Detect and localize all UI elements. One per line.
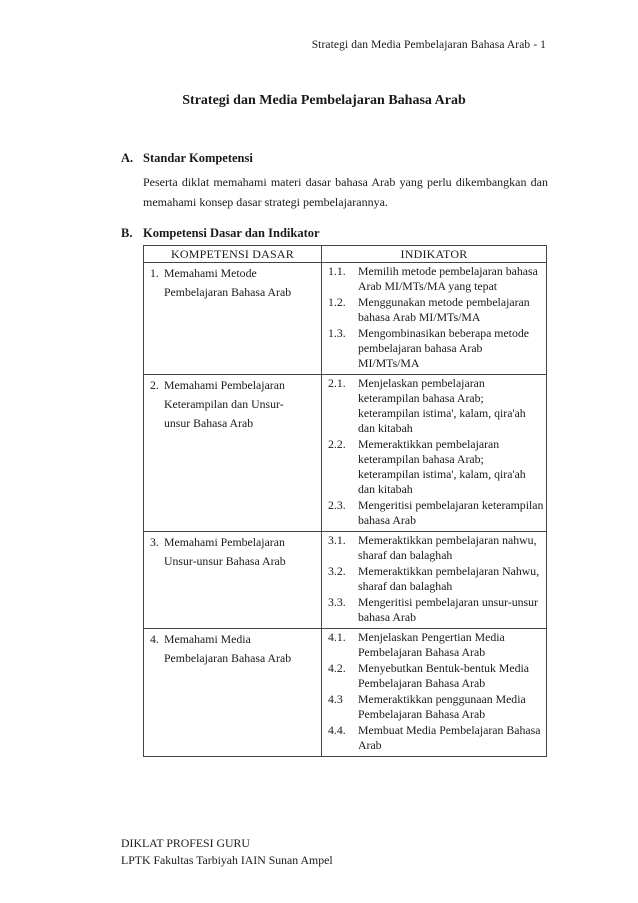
section-a-letter: A. [121,151,134,165]
indicator-item [328,498,544,528]
indicator-item [328,437,544,497]
indicator-text: Mengeritisi pembelajaran keterampilan bahasa Arab [358,498,544,527]
indicator-item [328,533,544,563]
indicator-cell [322,629,547,757]
competency-text [144,532,321,571]
competency-number: 3. [150,535,159,549]
section-b-heading [121,226,320,241]
running-header: Strategi dan Media Pembelajaran Bahasa Arab - 1 [311,39,546,51]
section-b-letter: B. [121,226,133,240]
competency-line [150,649,321,668]
competency-text [144,263,321,302]
indicator-text: Memeraktikkan penggunaan Media Pembelajaran Bahasa Arab [358,692,526,721]
competency-cell [144,263,322,375]
competency-line [150,283,321,302]
competency-number: 2. [150,378,159,392]
indicator-number: 4.2. [328,661,346,675]
indicator-number: 2.3. [328,498,346,512]
section-a-heading [121,151,253,166]
indicator-item [328,564,544,594]
competency-line-text: Pembelajaran Bahasa Arab [164,285,292,299]
competency-table [143,245,547,757]
column-header-indikator: INDIKATOR [322,246,547,263]
indicator-number: 4.1. [328,630,346,644]
competency-line [150,533,321,552]
indicator-number: 3.3. [328,595,346,609]
competency-number: 4. [150,632,159,646]
indicator-item [328,264,544,294]
indicator-text: Memilih metode pembelajaran bahasa Arab MI/MTs/MA yang tepat [358,264,538,293]
indicator-cell [322,532,547,629]
indicator-number: 2.1. [328,376,346,390]
competency-line-text: Pembelajaran Bahasa Arab [164,651,292,665]
competency-line-text: Keterampilan dan Unsur- [164,397,284,411]
competency-cell [144,532,322,629]
indicator-item [328,630,544,660]
indicator-cell [322,263,547,375]
indicator-number: 1.1. [328,264,346,278]
competency-line [150,414,321,433]
indicator-number: 4.4. [328,723,346,737]
indicator-text: Memeraktikkan pembelajaran Nahwu, sharaf dan balaghah [358,564,540,593]
indicator-list [322,263,546,374]
competency-number: 1. [150,266,159,280]
indicator-item [328,295,544,325]
competency-line [150,264,321,283]
section-b-title: Kompetensi Dasar dan Indikator [143,226,320,240]
indicator-text: Menggunakan metode pembelajaran bahasa Arab MI/MTs/MA [358,295,530,324]
competency-cell [144,629,322,757]
section-a-title: Standar Kompetensi [143,151,253,165]
competency-line-text: Unsur-unsur Bahasa Arab [164,554,286,568]
competency-line [150,552,321,571]
indicator-list [322,375,546,531]
indicator-text: Memeraktikkan pembelajaran nahwu, sharaf dan balaghah [358,533,537,562]
indicator-item [328,661,544,691]
competency-text [144,629,321,668]
indicator-number: 1.2. [328,295,346,309]
indicator-item [328,595,544,625]
indicator-number: 1.3. [328,326,346,340]
indicator-text: Mengeritisi pembelajaran unsur-unsur bahasa Arab [358,595,538,624]
competency-line [150,630,321,649]
table-row [144,375,547,532]
indicator-text: Menjelaskan Pengertian Media Pembelajaran Bahasa Arab [358,630,505,659]
indicator-text: Membuat Media Pembelajaran Bahasa Arab [358,723,541,752]
indicator-number: 3.2. [328,564,346,578]
indicator-list [322,532,546,628]
indicator-item [328,723,544,753]
competency-line-text: unsur Bahasa Arab [164,416,254,430]
section-a-body: Peserta diklat memahami materi dasar bahasa Arab yang perlu dikembangkan dan memahami konsep dasar strategi pembelajarannya. [143,175,548,209]
table-row [144,629,547,757]
competency-line-text: Memahami Pembelajaran [164,378,285,392]
indicator-number: 2.2. [328,437,346,451]
indicator-text: Menyebutkan Bentuk-bentuk Media Pembelajaran Bahasa Arab [358,661,530,690]
column-header-kompetensi: KOMPETENSI DASAR [144,246,322,263]
competency-line [150,376,321,395]
indicator-item [328,326,544,371]
indicator-text: Mengombinasikan beberapa metode pembelajaran bahasa Arab MI/MTs/MA [358,326,529,370]
competency-cell [144,375,322,532]
indicator-cell [322,375,547,532]
competency-line-text: Memahami Pembelajaran [164,535,285,549]
table-row [144,263,547,375]
indicator-item [328,692,544,722]
indicator-number: 4.3 [328,692,343,706]
footer-line-2: LPTK Fakultas Tarbiyah IAIN Sunan Ampel [121,853,333,867]
indicator-text: Memeraktikkan pembelajaran keterampilan bahasa Arab; keterampilan istima', kalam, qira'ah dan kitabah [358,437,526,496]
competency-line-text: Memahami Metode [164,266,257,280]
competency-line [150,395,321,414]
table-header-row [144,246,547,263]
document-title: Strategi dan Media Pembelajaran Bahasa Arab [182,93,466,108]
indicator-item [328,376,544,436]
competency-text [144,375,321,433]
competency-line-text: Memahami Media [164,632,251,646]
indicator-text: Menjelaskan pembelajaran keterampilan bahasa Arab; keterampilan istima', kalam, qira'ah dan kitabah [358,376,526,435]
indicator-list [322,629,546,756]
indicator-number: 3.1. [328,533,346,547]
footer-line-1: DIKLAT PROFESI GURU [121,836,250,850]
table-row [144,532,547,629]
page-footer [121,835,333,869]
